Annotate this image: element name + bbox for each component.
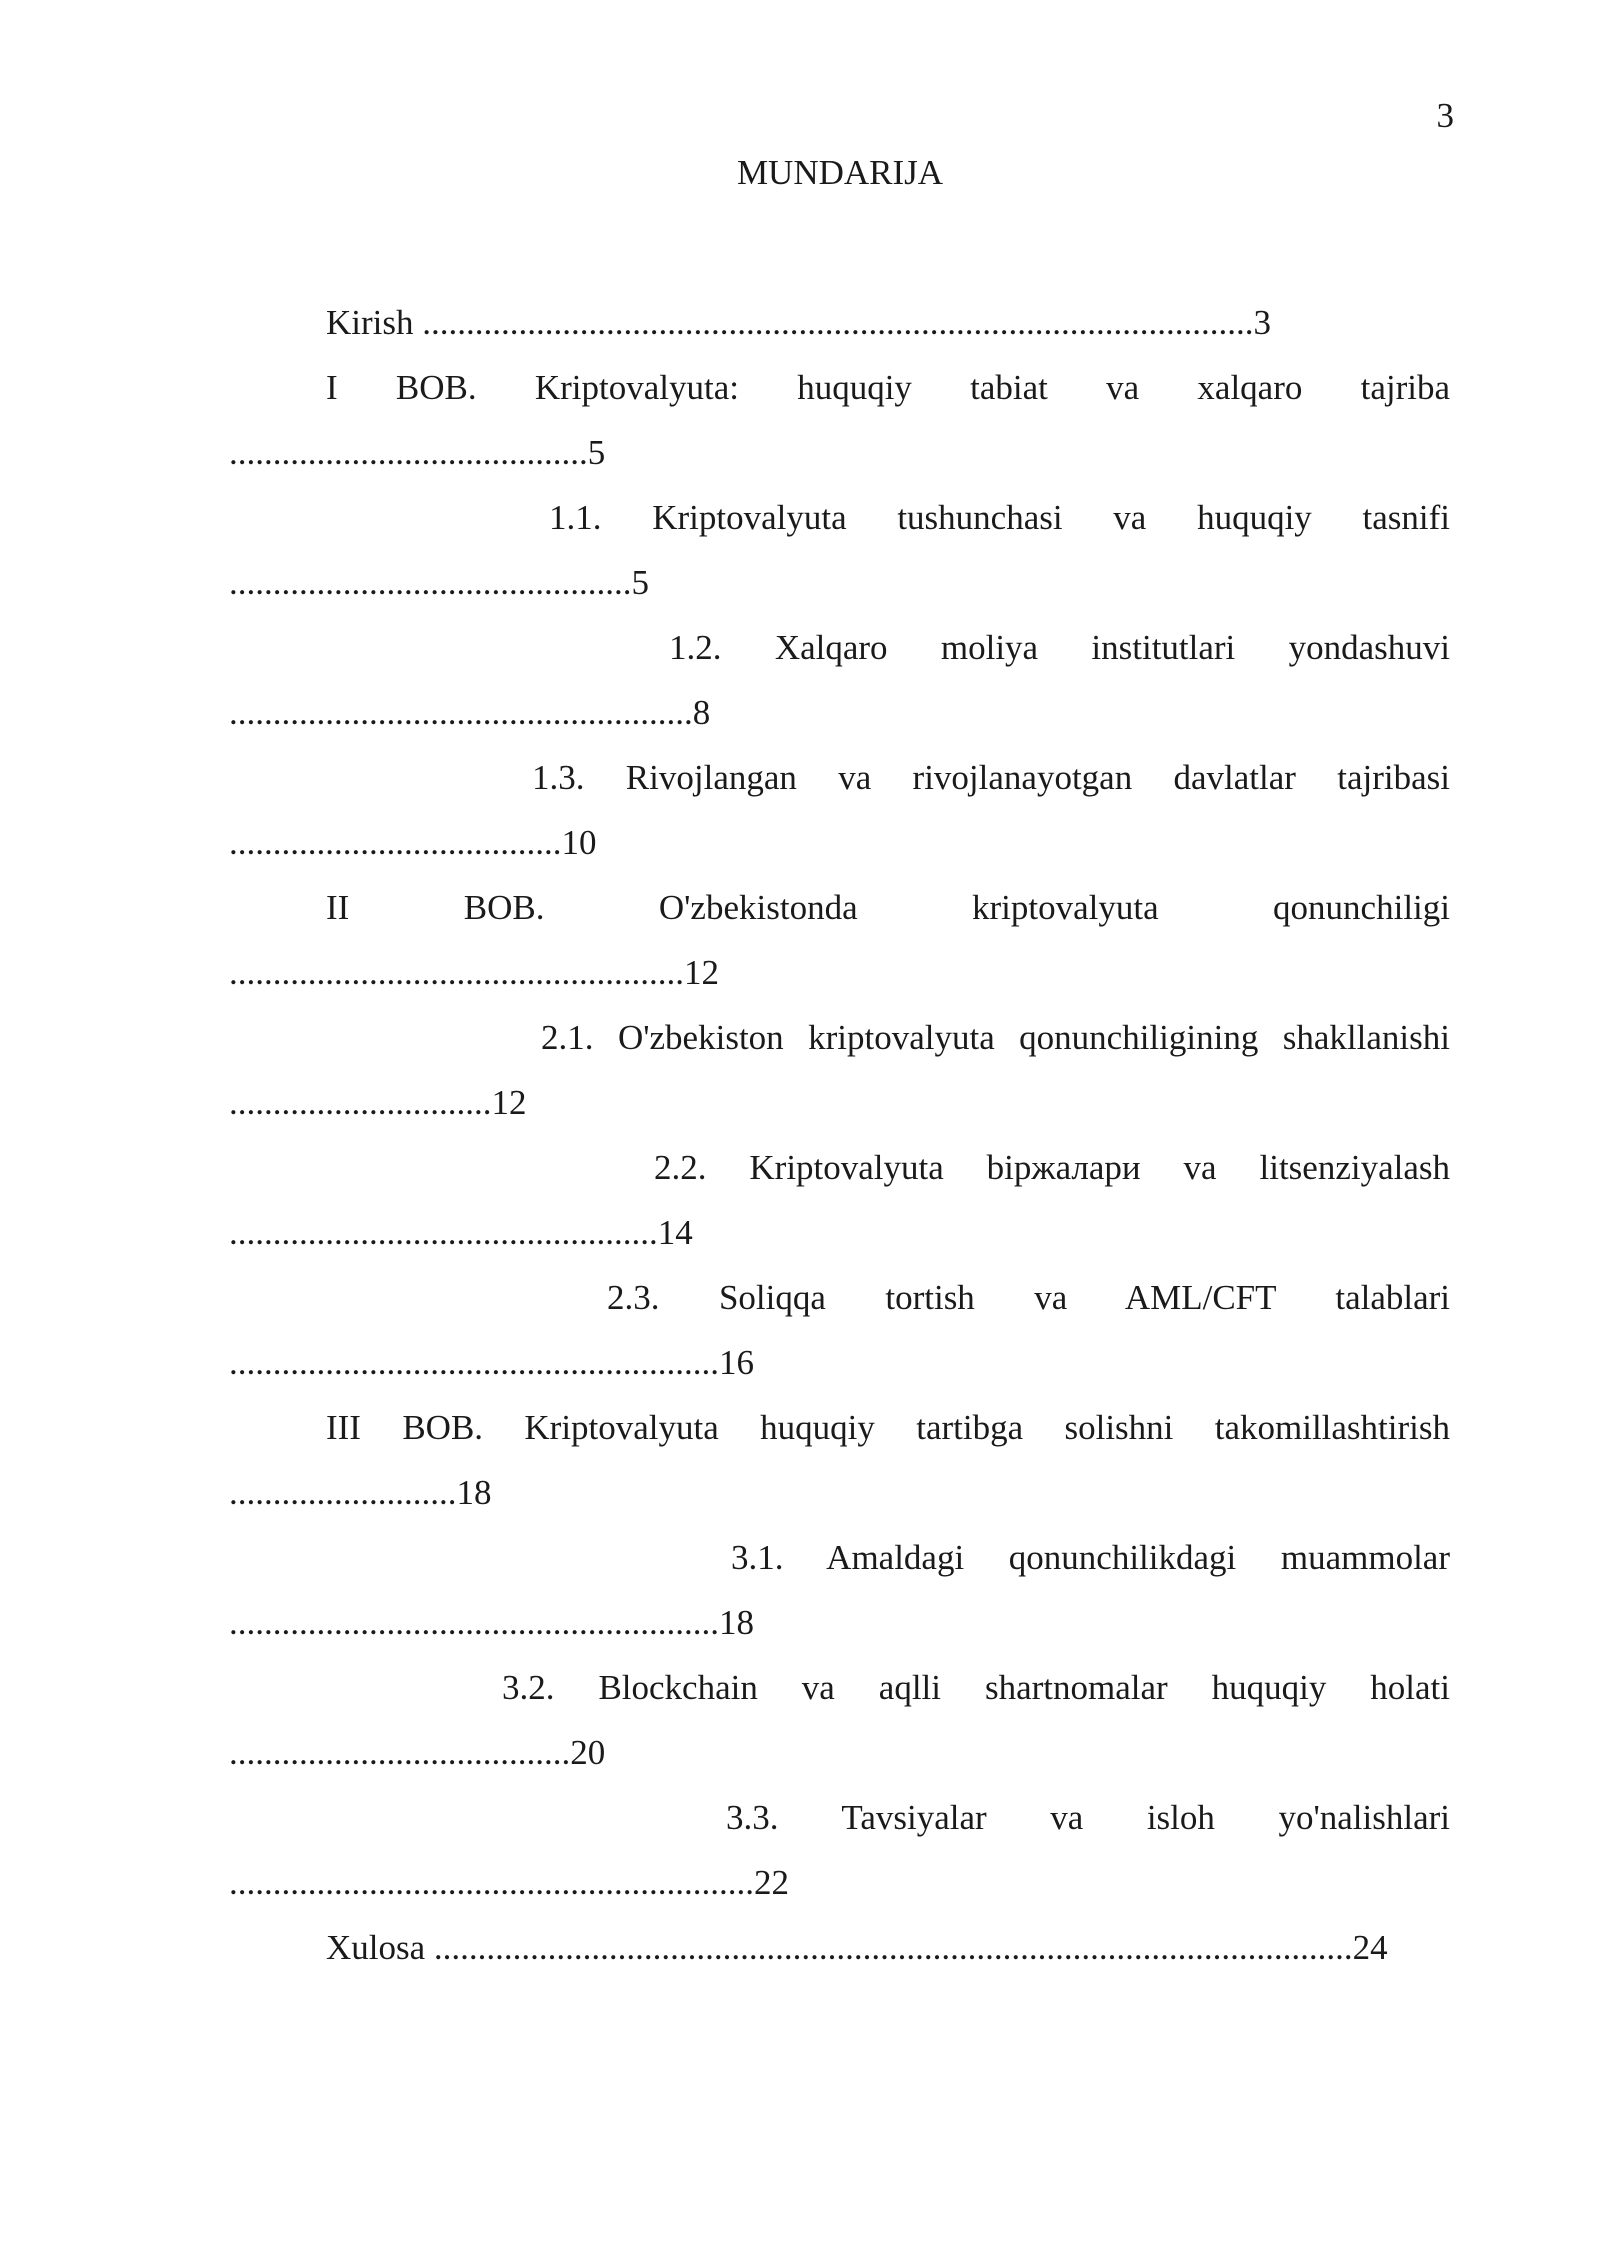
toc-entry[interactable]: 2.2. Kriptovalyuta biржалари va litsenziyalash .................................................14: [229, 1148, 1450, 1252]
toc-entry[interactable]: 1.2. Xalqaro moliya institutlari yondashuvi .....................................................8: [229, 628, 1450, 732]
table-of-contents: [229, 290, 1450, 1980]
toc-entry[interactable]: II BOB. O'zbekistonda kriptovalyuta qonunchiligi ....................................................12: [229, 888, 1450, 992]
toc-entry[interactable]: 3.3. Tavsiyalar va isloh yo'nalishlari ............................................................22: [229, 1798, 1450, 1902]
toc-entry[interactable]: Kirish ...............................................................................................3: [326, 303, 1271, 342]
toc-entry[interactable]: 1.1. Kriptovalyuta tushunchasi va huquqiy tasnifi ..............................................5: [229, 498, 1450, 602]
toc-entry[interactable]: Xulosa .........................................................................................................24: [326, 1928, 1388, 1967]
toc-entry[interactable]: I BOB. Kriptovalyuta: huquqiy tabiat va xalqaro tajriba .........................................5: [229, 368, 1450, 472]
page-number: 3: [1436, 96, 1454, 135]
toc-entry[interactable]: 3.2. Blockchain va aqlli shartnomalar huquqiy holati .......................................20: [229, 1668, 1450, 1772]
toc-entry[interactable]: 2.3. Soliqqa tortish va AML/CFT talablari ........................................................16: [229, 1278, 1450, 1382]
toc-entry[interactable]: III BOB. Kriptovalyuta huquqiy tartibga solishni takomillashtirish ..........................18: [229, 1408, 1450, 1512]
toc-entry[interactable]: 3.1. Amaldagi qonunchilikdagi muammolar ........................................................18: [229, 1538, 1450, 1642]
page-title: MUNDARIJA: [736, 153, 944, 192]
toc-entry[interactable]: 2.1. O'zbekiston kriptovalyuta qonunchiligining shakllanishi ..............................12: [229, 1018, 1450, 1122]
toc-entry[interactable]: 1.3. Rivojlangan va rivojlanayotgan davlatlar tajribasi ......................................10: [229, 758, 1450, 862]
